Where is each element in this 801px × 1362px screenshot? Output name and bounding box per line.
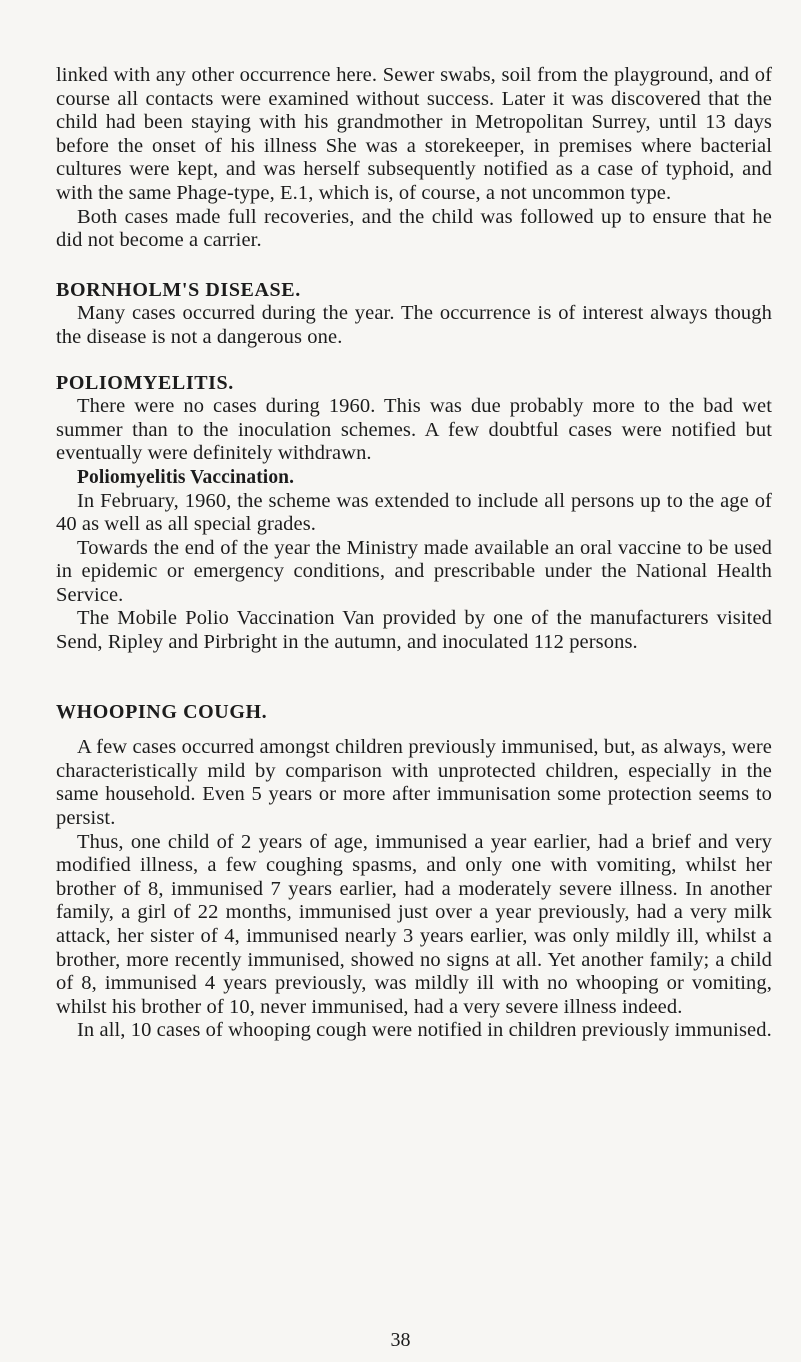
page-number: 38 — [390, 1329, 411, 1351]
bornholm-heading: BORNHOLM'S DISEASE. — [56, 278, 301, 301]
typhoid-paragraph: linked with any other occurrence here. Sewer swabs, soil from the playground, and of course all contacts were examined without success. Later it was discovered that the child had been staying with his grandmother in Metropolitan Surrey, until 13 days before the onset of his illness She was a storekeeper, in premises where bacterial cultures were kept, and was herself subsequently notified as a case of typhoid, and with the same Phage-type, E.1, which is, of course, a not uncommon type. — [56, 64, 772, 204]
whooping-summary-paragraph: In all, 10 cases of whooping cough were notified in children previously immunised. — [77, 1019, 772, 1042]
oral-vaccine-paragraph: Towards the end of the year the Ministry made available an oral vaccine to be used in epidemic or emergency conditions, and prescribable under the National Health Service. — [56, 536, 772, 606]
polio-cases-paragraph: There were no cases during 1960. This was due probably more to the bad wet summer than to the inoculation schemes. A few doubtful cases were notified but eventually were definitely withdrawn. — [56, 395, 772, 465]
body-text — [56, 64, 772, 1043]
whooping-cases-paragraph: Thus, one child of 2 years of age, immunised a year earlier, had a brief and very modified illness, a few coughing spasms, and only one with vomiting, whilst her brother of 8, immunised 7 years earlier, had a moderately severe illness. In another family, a girl of 22 months, immunised just over a year previously, had a very milk attack, her sister of 4, immunised nearly 3 years earlier, was only mildly ill, whilst a brother, more recently immunised, showed no signs at all. Yet another family; a child of 8, immunised 4 years previously, was mildly ill with no whooping or vomiting, whilst his brother of 10, never immunised, had a very severe illness indeed. — [56, 830, 772, 1018]
whooping-cough-heading: WHOOPING COUGH. — [56, 700, 268, 723]
bornholm-paragraph: Many cases occurred during the year. The occurrence is of interest always though the disease is not a dangerous one. — [56, 302, 772, 348]
recovery-paragraph: Both cases made full recoveries, and the child was followed up to ensure that he did not become a carrier. — [56, 205, 772, 252]
polio-vaccination-subheading: Poliomyelitis Vaccination. — [77, 466, 295, 488]
polio-scheme-paragraph: In February, 1960, the scheme was extended to include all persons up to the age of 40 as well as all special grades. — [56, 489, 772, 536]
mobile-van-paragraph: The Mobile Polio Vaccination Van provided by one of the manufacturers visited Send, Ripley and Pirbright in the autumn, and inoculated 112 persons. — [56, 607, 772, 654]
whooping-intro-paragraph: A few cases occurred amongst children previously immunised, but, as always, were characteristically mild by comparison with unprotected children, especially in the same household. Even 5 years or more after immunisation some protection seems to persist. — [56, 736, 772, 830]
poliomyelitis-heading: POLIOMYELITIS. — [56, 371, 234, 394]
